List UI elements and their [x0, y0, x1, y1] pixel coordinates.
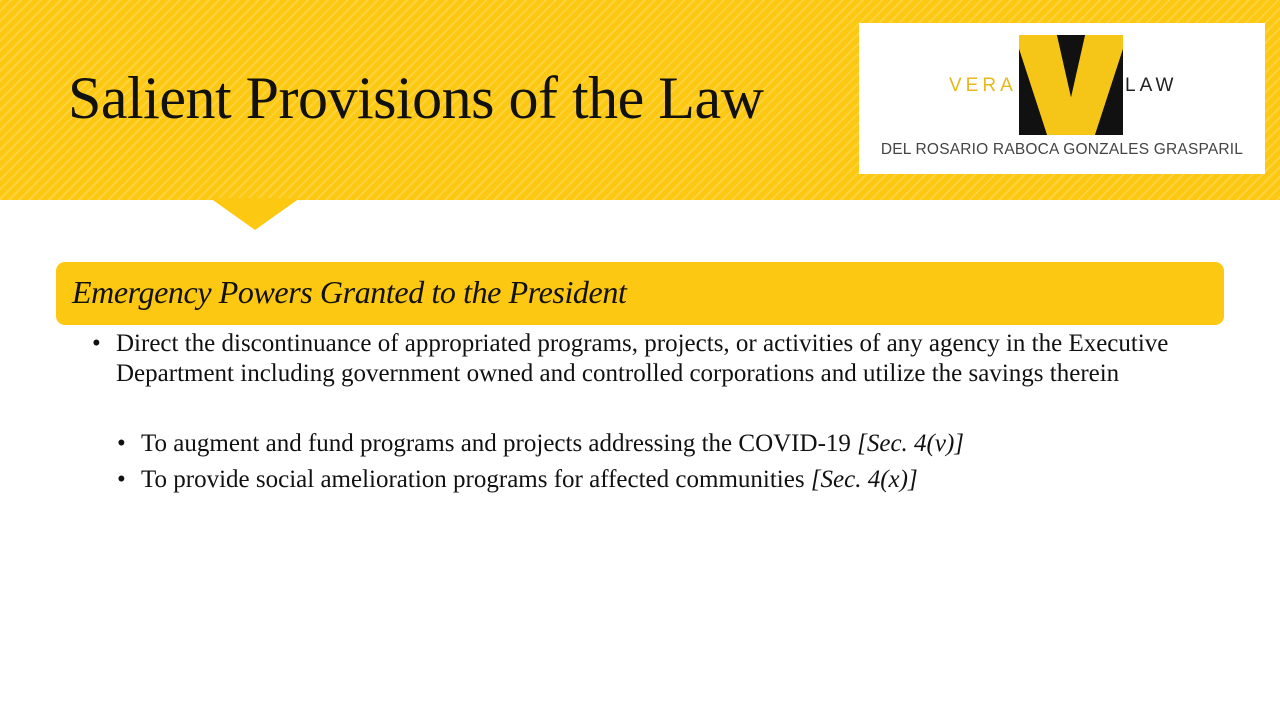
logo-word-law: LAW [1125, 75, 1178, 96]
section-heading: Emergency Powers Granted to the President [72, 274, 627, 310]
section-heading-bar [56, 262, 1224, 325]
header-pointer [210, 198, 300, 230]
logo-partners-text: DEL ROSARIO RABOCA GONZALES GRASPARIL [880, 141, 1244, 158]
bullet-sub-citation: [Sec. 4(x)] [810, 466, 918, 493]
bullet-main: • Direct the discontinuance of appropriated programs, projects, or activities of any agency in the Executive Department including government owned and controlled corporations and utilize the savings therein [116, 329, 1226, 389]
bullet-sub-text: To provide social amelioration programs for affected communities [141, 466, 805, 493]
firm-logo [859, 23, 1265, 174]
bullet-sub-item [141, 429, 1221, 459]
logo-word-vera: VERA [949, 75, 1017, 96]
slide-title: Salient Provisions of the Law [68, 65, 764, 131]
bullet-sub-citation: [Sec. 4(v)] [857, 430, 965, 457]
bullet-sub-text: To augment and fund programs and projects addressing the COVID-19 [141, 430, 851, 457]
bullet-sub-item [141, 465, 1221, 495]
vera-law-v-mark-icon [1019, 35, 1123, 135]
